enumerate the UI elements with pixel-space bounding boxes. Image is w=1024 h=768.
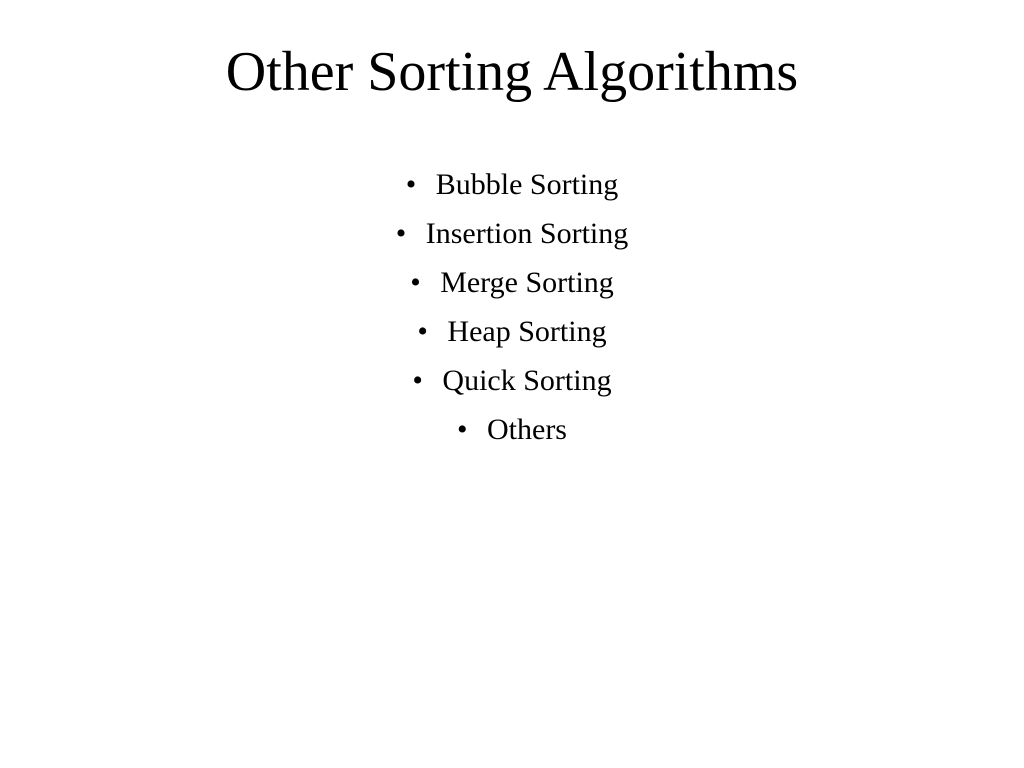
list-item [0, 307, 1024, 356]
bullet-icon: • [457, 413, 468, 446]
bullet-icon: • [417, 315, 428, 348]
list-item-text: Heap Sorting [447, 315, 607, 348]
list-item [0, 160, 1024, 209]
bullet-icon: • [412, 364, 423, 397]
bullet-icon: • [405, 168, 417, 201]
list-item-text: Quick Sorting [442, 364, 612, 397]
list-item [0, 258, 1024, 307]
bullet-list [0, 160, 1024, 454]
bullet-icon: • [410, 266, 421, 299]
list-item [0, 405, 1024, 454]
list-item-text: Bubble Sorting [435, 168, 619, 201]
list-item-text: Others [487, 413, 567, 446]
list-item-text: Insertion Sorting [425, 217, 629, 250]
bullet-icon: • [395, 217, 407, 250]
list-item [0, 356, 1024, 405]
slide-title: Other Sorting Algorithms [225, 41, 799, 103]
list-item-text: Merge Sorting [440, 266, 614, 299]
list-item [0, 209, 1024, 258]
